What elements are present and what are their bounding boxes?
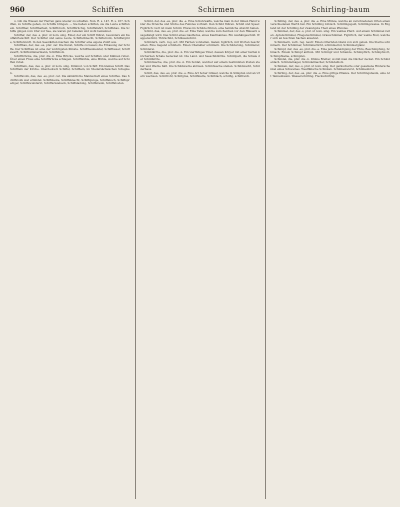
entry: Schild, der, des -es, plur. die -e. Eine Schutzwaffe, welche man in der linken Hand wider die Streiche und Stiche des Feindes vorhielt. Den Schild führen. Schild und Speer. Figürlich: Gott ist mein Schild. Etwas im Schilde führen, eine heimliche Absicht haben. — [140, 20, 260, 30]
page-number: 960 — [10, 5, 25, 14]
entry: Schilf, das, des -es, plur. die -e. Eine Art hoher Gräser, welche in Sümpfen und an Ufern wachsen. Schilfrohr, Schilfgras, Schilfmatte, Schilfdach, schilfig, schilfreich. — [140, 70, 260, 79]
column-3 — [270, 20, 390, 499]
entry: Schirling, der, des -es, plur. die -e. Eine giftige Pflanze. Der Schirlingsbaum, eine Art Tannenbaum. Wasserschirling, Fleckschirling. — [270, 70, 391, 79]
text-columns — [10, 20, 390, 499]
running-head-right: Schirling-baum — [311, 6, 370, 14]
entry: Schiffsvolk, das, des -es, plur. car. Die sämmtliche Mannschaft eines Schiffes. Das Schiffsvolk war ermüdet. Schiffsleute, Schiffsknecht, Schiffsjunge, Schiffskoch, Schiffsprediger, Schiffswundarzt, Schiffszwieback, Schiffsladung, Schiffsraum, Schiffsboden. — [10, 74, 130, 86]
entry: Schifflein, das, des -s, plur. ut nom. sing. Diminut. von Schiff. Ein kleines Schiff. Das Schifflein der Kirche. Oberdeutsch Schiffel, Schifflein, im Niedersächsischen Schepken. — [10, 63, 130, 75]
entry: Schiffbau, der, des -es, plur. car. Die Kunst, Schiffe zu bauen; die Erbauung der Schiffe. Der Schiffbau ist eine der wichtigsten Künste. Schiffbaumeister, Schiffbauer, Schiffswerft, Schiffszimmermann, Schiffsholz. — [10, 43, 130, 55]
entry: Schildwache, die, plur. die -n. Ein Soldat, welcher auf einem bestimmten Posten stehet und Wache hält. Die Schildwache ablösen. Schildwache stehen. Schildwacht, Schilderhaus. — [140, 60, 260, 72]
entry: Schiffer, der, des -s, plur. ut nom. sing. Einer, der ein Schiff führet, besonders ein Kauffahrteischiff. Der Schiffer und seine Leute. Schifferknecht, Schiffervolk, Schiffergilde, Schifferzunft. In den Seestädten machen die Schiffer eine eigene Zunft aus. — [10, 32, 130, 44]
column-divider — [135, 20, 136, 499]
running-head-center: Schirmen — [198, 6, 235, 14]
entry: Schindel, die, plur. die -n. Dünne Bretter, womit man die Dächer decket. Ein Schindeldach. Schindelnagel, Schindelmacher, Schindelholz. — [270, 56, 391, 65]
entry: Schildern, verb. reg. act. Mit Farben vorstellen, malen; figürlich, mit Worten beschreiben. Eine Gegend schildern. Einen Charakter schildern. Die Schilderung, Schilderer, Schilderei. — [140, 39, 260, 51]
running-head-left: Schiffen — [92, 6, 124, 14]
entry: Schimpf, der, des -es, plur. die -e. Eine jede Beleidigung der Ehre, Beschimpfung, Schmach. Einem Schimpf anthun. Mit Schimpf und Schande. Schimpflich, Schimpfwort, Schimpfname, schimpfen. — [270, 46, 391, 58]
column-1 — [10, 20, 130, 499]
entry: Schinken, der, des -s, plur. ut nom. sing. Der geräucherte oder gesalzene Hinterschenkel eines Schweines. Westfälische Schinken. Schinkenwurst, Schinkenbrot. — [270, 63, 391, 72]
entry: Schilling, der, des -s, plur. die -e. Eine Münze, welche an verschiedenen Orten einen verschiedenen Werth hat. Ein Schilling Lübisch. Schillingsgeld, Schillingsweise. In England ist der Schilling der zwanzigste Theil eines Pfundes. — [270, 20, 391, 30]
column-divider — [265, 20, 266, 499]
entry: Schimmern, verb. reg. neutr. Einen zitternden Glanz von sich geben. Die Sterne schimmern. Der Schimmer, Schimmerlicht, schimmernd, Schimmerglanz. — [270, 39, 391, 48]
entry: u. Gib die Wiesen der Herren gans wieder zu schaffen. Nun. R. s. 147. R. s. 167. Schiffen, zu Schiffe gehen, zu Schiffe bringen. — Sie ließen schiffen, sie die Leute schiffen ein. Schiffbar, Schiffbarkeit, Schiffbruch, Schiffbrüchig, Schiffsfahrt, Schiffsbau. Die Schiffe gingen vom Ufer zur See, sie waren gut beladen und wohl bemannet. — [10, 20, 130, 34]
entry: Schild, das, des -es, plur. die -er. Eine Tafel, welche zum Zeichen vor den Häusern ausgehängt wird. Das Schild eines Gasthofes, eines Kaufmannes. Ein Aushängeschild. Wappenschild, Thürschild, Schlüsselschild. — [140, 29, 260, 41]
column-2 — [140, 20, 260, 499]
page-header — [10, 4, 390, 17]
entry: Schildkröte, die, plur. die -n. Ein vierfüßiges Thier, dessen Körper mit einer harten knöchernen Schale bedecket ist. Die Land- und Seeschildkröte. Schildpatt, die Schale der Schildkröte. — [140, 50, 260, 61]
entry: Schiffbrücke, die, plur. die -n. Eine Brücke, welche auf Schiffen oder Kähnen ruhet. Über einen Fluss eine Schiffbrücke schlagen. Schiffmühle, eine Mühle, welche auf Schiffen ruhet. — [10, 53, 130, 65]
entry: Schimmel, der, des -s, plur. ut nom. sing. Ein weißes Pferd. Auf einem Schimmel reiten. Apfelschimmel, Fliegenschimmel, Grauschimmel. Figürlich, der weiße Rost, welcher sich an feuchten Sachen ansetzet. — [270, 29, 391, 41]
